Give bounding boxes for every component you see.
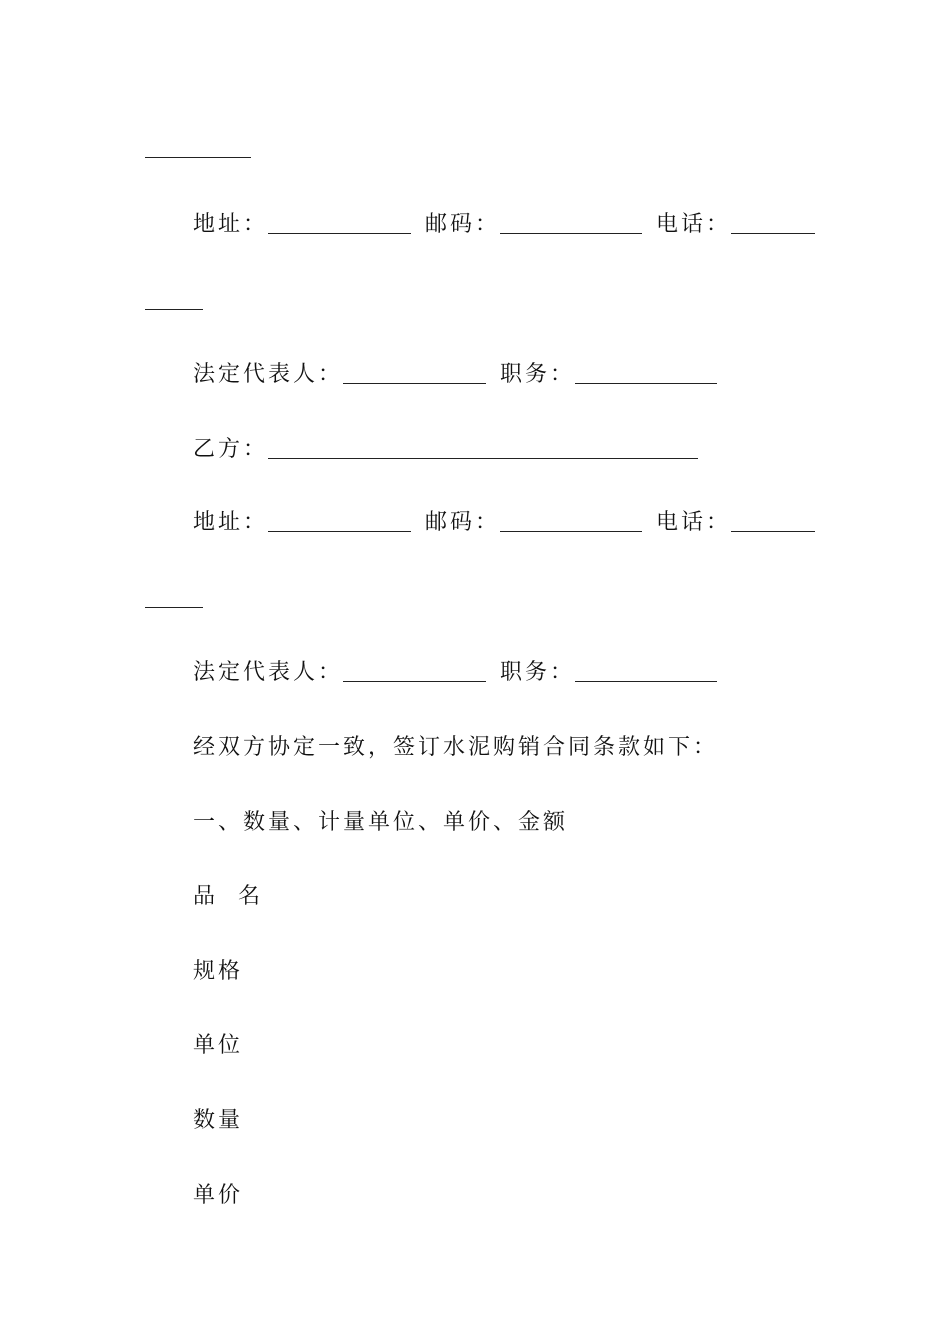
party-b-name-row <box>193 435 698 465</box>
agreement-text: 经双方协定一致，签订水泥购销合同条款如下： <box>193 735 719 760</box>
party-a-contact-row <box>193 210 815 240</box>
item-spec-label: 规格 <box>193 959 244 984</box>
job-title-blank <box>575 680 717 682</box>
party-b-rep-row <box>193 658 717 688</box>
item-unit-price-label: 单价 <box>193 1183 244 1208</box>
address-blank <box>268 530 411 532</box>
phone-blank-continuation <box>145 309 203 310</box>
postcode-blank <box>500 232 642 234</box>
legal-rep-blank <box>343 680 486 682</box>
party-a-rep-row <box>193 360 717 390</box>
legal-rep-label: 法定代表人： <box>193 362 344 387</box>
continued-blank-line <box>145 157 251 158</box>
postcode-label: 邮码： <box>425 510 501 535</box>
job-title-blank <box>575 382 717 384</box>
address-label: 地址： <box>193 510 269 535</box>
postcode-blank <box>500 530 642 532</box>
job-title-label: 职务： <box>500 660 576 685</box>
postcode-label: 邮码： <box>425 212 501 237</box>
party-b-contact-row <box>193 508 815 538</box>
item-quantity-label: 数量 <box>193 1108 244 1133</box>
party-b-label: 乙方： <box>193 437 269 462</box>
phone-blank <box>731 530 815 532</box>
party-b-name-blank <box>268 457 698 459</box>
item-name-label: 品 名 <box>193 884 263 909</box>
phone-label: 电话： <box>656 212 732 237</box>
phone-label: 电话： <box>656 510 732 535</box>
legal-rep-blank <box>343 382 486 384</box>
phone-blank-continuation <box>145 607 203 608</box>
address-label: 地址： <box>193 212 269 237</box>
item-unit-label: 单位 <box>193 1033 244 1058</box>
address-blank <box>268 232 411 234</box>
job-title-label: 职务： <box>500 362 576 387</box>
phone-blank <box>731 232 815 234</box>
legal-rep-label: 法定代表人： <box>193 660 344 685</box>
section-heading: 一、数量、计量单位、单价、金额 <box>193 810 569 835</box>
